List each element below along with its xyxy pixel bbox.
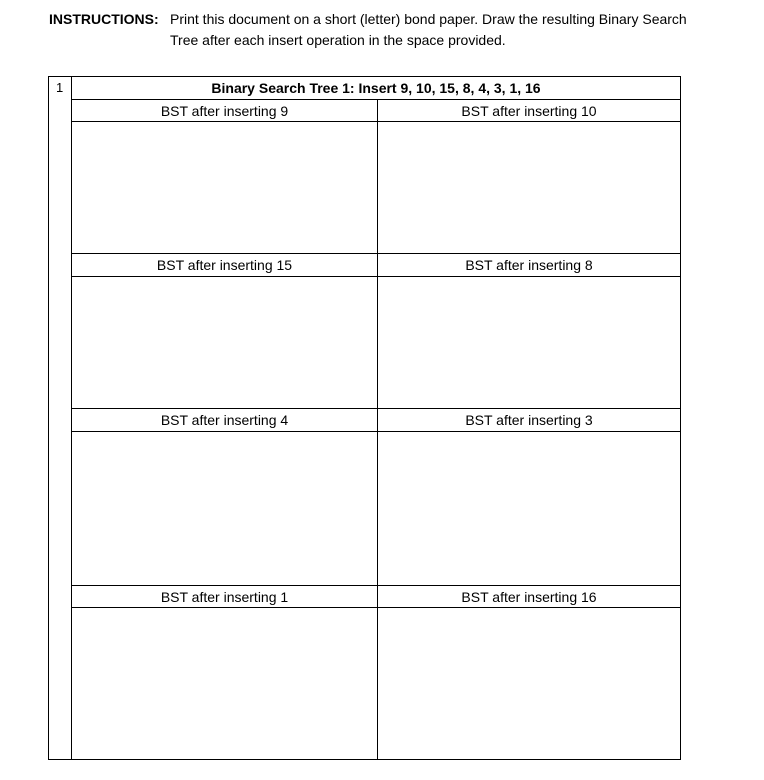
drawing-area[interactable] <box>378 122 680 253</box>
table-title: Binary Search Tree 1: Insert 9, 10, 15, 8, 4, 3, 1, 16 <box>211 80 541 96</box>
cell-label-insert-10: BST after inserting 10 <box>461 103 597 119</box>
instructions-label: INSTRUCTIONS: <box>49 11 159 27</box>
cell-label-insert-1: BST after inserting 1 <box>160 589 289 605</box>
cell-label-insert-16: BST after inserting 16 <box>461 589 597 605</box>
cell-label-insert-4: BST after inserting 4 <box>160 412 289 428</box>
cell-label-insert-9: BST after inserting 9 <box>160 103 289 119</box>
drawing-area[interactable] <box>72 608 377 759</box>
drawing-area[interactable] <box>72 432 377 585</box>
drawing-area[interactable] <box>378 432 680 585</box>
bst-worksheet-table <box>48 76 681 760</box>
drawing-area[interactable] <box>378 277 680 408</box>
cell-label-insert-15: BST after inserting 15 <box>156 257 293 273</box>
instructions-text: Print this document on a short (letter) bond paper. Draw the resulting Binary Search Tree after each insert operation in the space provided. <box>170 11 687 48</box>
row-number-column <box>49 77 72 759</box>
drawing-area[interactable] <box>378 608 680 759</box>
row-number: 1 <box>56 80 64 95</box>
cell-label-insert-8: BST after inserting 8 <box>465 257 593 273</box>
drawing-area[interactable] <box>72 122 377 253</box>
cell-label-insert-3: BST after inserting 3 <box>465 412 593 428</box>
drawing-area[interactable] <box>72 277 377 408</box>
